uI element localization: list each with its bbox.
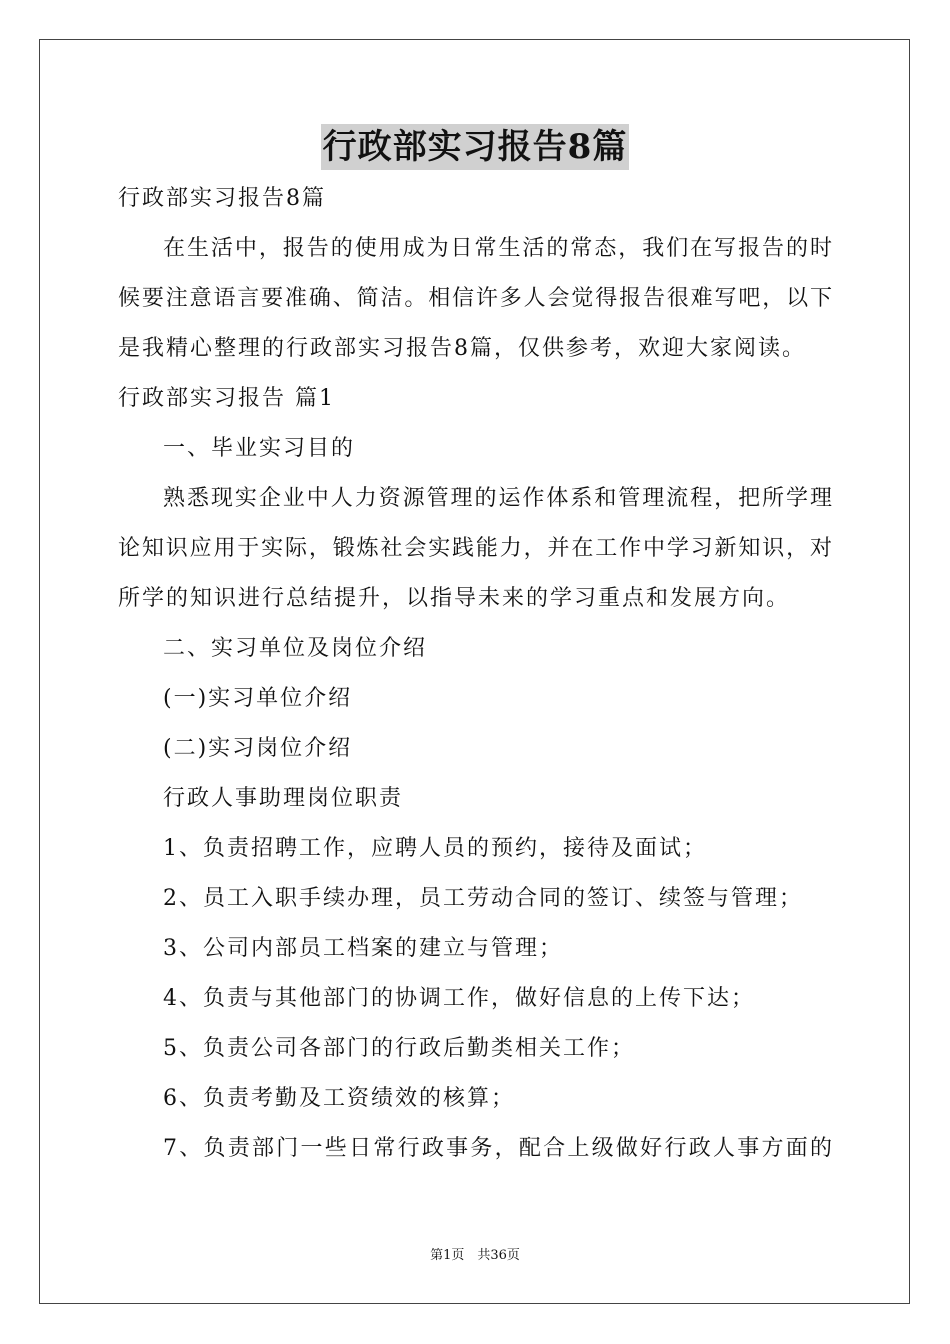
- subheading-unit-intro: (一)实习单位介绍: [163, 686, 353, 711]
- subheading-post-intro: (二)实习岗位介绍: [163, 736, 353, 761]
- duty-item: 7、负责部门一些日常行政事务，配合上级做好行政人事方面的: [163, 1136, 832, 1161]
- goal-line-3: 所学的知识进行总结提升，以指导未来的学习重点和发展方向。: [118, 586, 791, 611]
- intro-line-2: 候要注意语言要准确、简洁。相信许多人会觉得报告很难写吧，以下: [118, 286, 832, 311]
- page-border: [39, 39, 910, 1304]
- document-title: 行政部实习报告8篇: [321, 124, 630, 170]
- goal-line-1: 熟悉现实企业中人力资源管理的运作体系和管理流程，把所学理: [163, 486, 832, 511]
- duty-item: 2、员工入职手续办理，员工劳动合同的签订、续签与管理；: [163, 886, 803, 911]
- goal-line-2: 论知识应用于实际，锻炼社会实践能力，并在工作中学习新知识，对: [118, 536, 832, 561]
- duties-heading: 行政人事助理岗位职责: [163, 786, 404, 811]
- duty-item: 5、负责公司各部门的行政后勤类相关工作；: [163, 1036, 635, 1061]
- heading-goal: 一、毕业实习目的: [163, 436, 356, 461]
- section-heading: 行政部实习报告 篇1: [118, 386, 335, 411]
- duty-item: 6、负责考勤及工资绩效的核算；: [163, 1086, 515, 1111]
- document-subtitle: 行政部实习报告8篇: [118, 186, 326, 211]
- title-block: [0, 124, 950, 170]
- intro-line-1: 在生活中，报告的使用成为日常生活的常态，我们在写报告的时: [163, 236, 832, 261]
- page-footer: 第1页 共36页: [430, 1248, 520, 1263]
- heading-unit: 二、实习单位及岗位介绍: [163, 636, 428, 661]
- duty-item: 4、负责与其他部门的协调工作，做好信息的上传下达；: [163, 986, 755, 1011]
- intro-line-3: 是我精心整理的行政部实习报告8篇，仅供参考，欢迎大家阅读。: [118, 336, 806, 361]
- duty-item: 3、公司内部员工档案的建立与管理；: [163, 936, 563, 961]
- duty-item: 1、负责招聘工作，应聘人员的预约，接待及面试；: [163, 836, 707, 861]
